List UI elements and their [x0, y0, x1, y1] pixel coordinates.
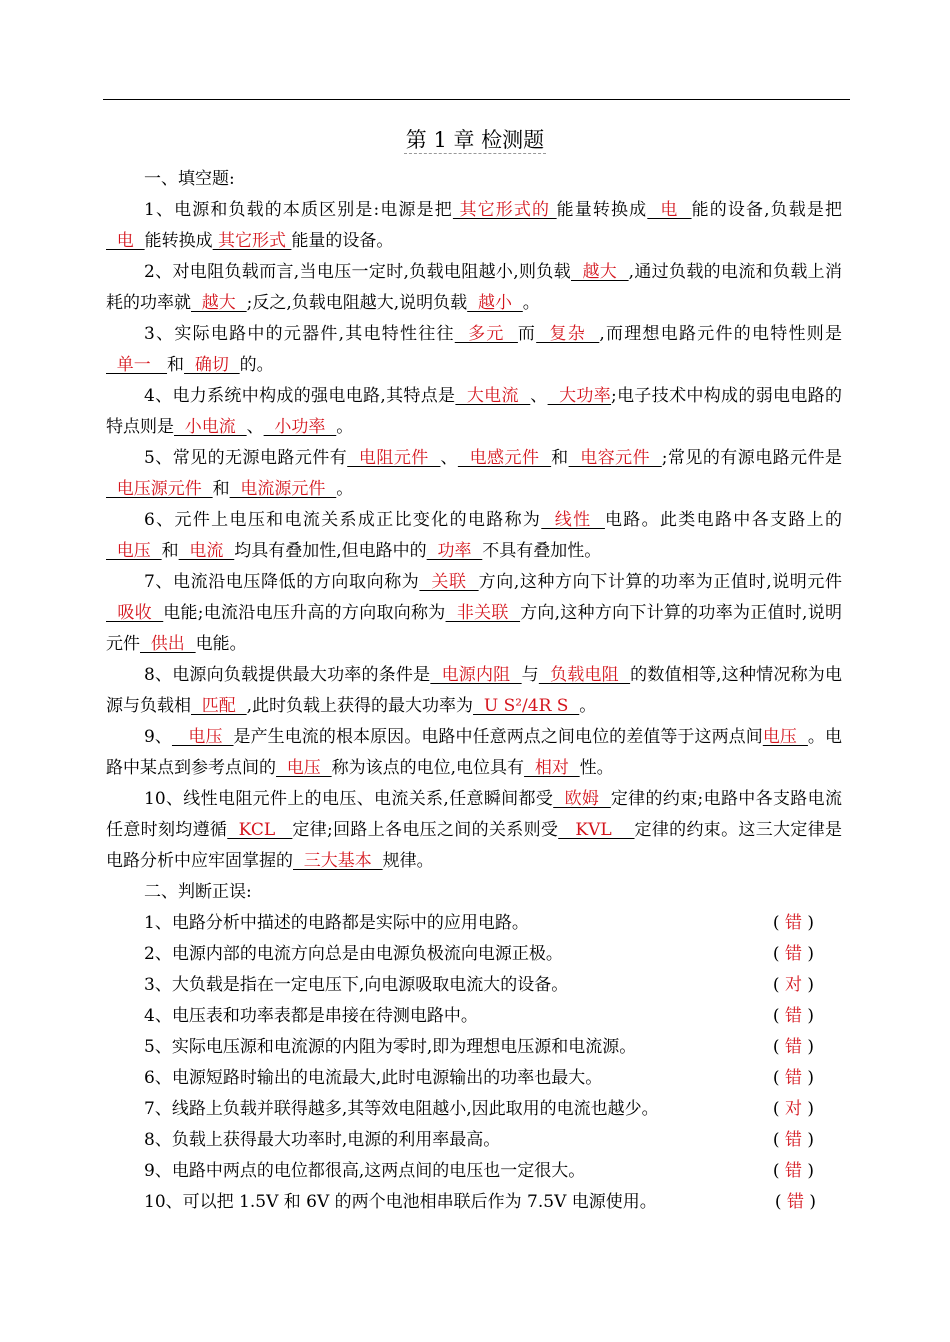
fill-item: 3、实际电路中的元器件,其电特性往往 多元 而 复杂 ,而理想电路元件的电特性则是 单一 和 确切 的。 — [106, 324, 842, 375]
answer-blank: 电流 — [178, 541, 235, 561]
judge-statement: 9、电路中两点的电位都很高,这两点间的电压也一定很大。 — [144, 1161, 586, 1181]
answer-blank: 功率 — [426, 541, 483, 561]
judge-answer: ( 错 ) — [772, 944, 814, 964]
judge-statement: 7、线路上负载并联得越多,其等效电阻越小,因此取用的电流也越少。 — [144, 1099, 659, 1119]
judge-statement: 4、电压表和功率表都是串接在待测电路中。 — [144, 1006, 478, 1026]
answer-blank: 电压 — [171, 727, 234, 747]
answer-blank: U S²/4R S — [473, 696, 580, 716]
answer-blank: 单一 — [106, 355, 168, 375]
judge-item — [106, 939, 842, 970]
answer-blank: 电压 — [276, 758, 332, 778]
answer-blank: 电 — [647, 200, 692, 220]
judge-answer: ( 对 ) — [772, 1099, 814, 1119]
judge-item — [106, 1156, 842, 1187]
section-heading-fill: 一、填空题: — [144, 169, 235, 189]
answer-blank: 大功率 — [547, 386, 612, 406]
answer-blank: 大电流 — [455, 386, 531, 406]
fill-item: 9、 电压 是产生电流的根本原因。电路中任意两点之间电位的差值等于这两点间电压 。电路中某点到参考点间的 电压 称为该点的电位,电位具有 相对 性。 — [106, 727, 842, 778]
answer-blank: 欧姆 — [553, 789, 611, 809]
answer-blank: 关联 — [419, 572, 479, 592]
answer-blank: KVL — [558, 820, 635, 840]
fill-item: 5、常见的无源电路元件有 电阻元件 、 电感元件 和 电容元件 ;常见的有源电路元件是 电压源元件 和 电流源元件 。 — [106, 448, 843, 499]
answer-blank: 确切 — [184, 355, 240, 375]
answer-blank: 相对 — [524, 758, 580, 778]
answer-blank: 供出 — [140, 634, 196, 654]
judge-item — [106, 1001, 842, 1032]
fill-item: 7、电流沿电压降低的方向取向称为 关联 方向,这种方向下计算的功率为正值时,说明元件 吸收 电能;电流沿电压升高的方向取向称为 非关联 方向,这种方向下计算的功率为正值时,说明元件 供出 电能。 — [106, 572, 842, 654]
answer-blank: 越小 — [467, 293, 523, 313]
fill-item: 4、电力系统中构成的强电电路,其特点是 大电流 、 大功率;电子技术中构成的弱电电路的特点则是 小电流 、 小功率 。 — [106, 386, 842, 437]
judge-answer: ( 错 ) — [774, 1192, 816, 1212]
judge-statement: 3、大负载是指在一定电压下,向电源吸取电流大的设备。 — [144, 975, 569, 995]
judge-statement: 8、负载上获得最大功率时,电源的利用率最高。 — [144, 1130, 501, 1150]
judge-answer: ( 错 ) — [772, 1037, 814, 1057]
judge-answer: ( 对 ) — [772, 975, 814, 995]
page-title: 第 1 章 检测题 — [405, 128, 545, 152]
judge-item — [106, 1187, 842, 1218]
answer-blank: 电感元件 — [457, 448, 552, 468]
answer-blank: 吸收 — [106, 603, 164, 623]
answer-blank: 线性 — [541, 510, 605, 530]
judge-statement: 5、实际电压源和电流源的内阻为零时,即为理想电压源和电流源。 — [144, 1037, 637, 1057]
judge-statement: 10、可以把 1.5V 和 6V 的两个电池相串联后作为 7.5V 电源使用。 — [144, 1192, 657, 1212]
judge-answer: ( 错 ) — [772, 1161, 814, 1181]
judge-answer: ( 错 ) — [772, 1068, 814, 1088]
answer-blank: 三大基本 — [293, 851, 383, 871]
answer-blank: 匹配 — [191, 696, 247, 716]
fill-item: 2、对电阻负载而言,当电压一定时,负载电阻越小,则负载 越大 ,通过负载的电流和负载上消耗的功率就 越大 ;反之,负载电阻越大,说明负载 越小 。 — [106, 262, 842, 313]
judge-item — [106, 1094, 842, 1125]
answer-blank: 其它形式 — [212, 231, 292, 251]
judge-item — [106, 908, 842, 939]
answer-blank: 电压 — [762, 727, 808, 747]
answer-blank: 电源内阻 — [430, 665, 522, 685]
answer-blank: 越大 — [571, 262, 629, 282]
judge-statement: 1、电路分析中描述的电路都是实际中的应用电路。 — [144, 913, 529, 933]
answer-blank: 复杂 — [536, 324, 600, 344]
answer-blank: 电 — [106, 231, 145, 251]
answer-blank: 其它形式的 — [452, 200, 557, 220]
answer-blank: 非关联 — [445, 603, 521, 623]
judge-item — [106, 1032, 842, 1063]
judge-answer: ( 错 ) — [772, 913, 814, 933]
judge-statement: 6、电源短路时输出的电流最大,此时电源输出的功率也最大。 — [144, 1068, 603, 1088]
answer-blank: 负载电阻 — [538, 665, 631, 685]
judge-item — [106, 1125, 842, 1156]
answer-blank: 电容元件 — [568, 448, 662, 468]
judge-answer: ( 错 ) — [772, 1130, 814, 1150]
fill-item: 1、电源和负载的本质区别是:电源是把 其它形式的 能量转换成 电 能的设备,负载是把 电 能转换成 其它形式 能量的设备。 — [106, 200, 843, 251]
answer-blank: 小电流 — [174, 417, 247, 437]
answer-blank: 电流源元件 — [229, 479, 337, 499]
answer-blank: 电阻元件 — [347, 448, 441, 468]
judge-item — [106, 1063, 842, 1094]
fill-item: 8、电源向负载提供最大功率的条件是 电源内阻 与 负载电阻 的数值相等,这种情况称为电源与负载相 匹配 ,此时负载上获得的最大功率为 U S²/4R S 。 — [106, 665, 843, 716]
judge-answer: ( 错 ) — [772, 1006, 814, 1026]
header-rule — [103, 99, 850, 100]
answer-blank: KCL — [227, 820, 293, 840]
judge-item — [106, 970, 842, 1001]
answer-blank: 电压 — [106, 541, 162, 561]
document-body — [106, 164, 842, 1218]
answer-blank: 多元 — [454, 324, 518, 344]
judge-statement: 2、电源内部的电流方向总是由电源负极流向电源正极。 — [144, 944, 563, 964]
answer-blank: 小功率 — [263, 417, 337, 437]
section-heading-judge: 二、判断正误: — [144, 882, 252, 902]
answer-blank: 电压源元件 — [106, 479, 213, 499]
answer-blank: 越大 — [191, 293, 247, 313]
fill-item: 6、元件上电压和电流关系成正比变化的电路称为 线性 电路。此类电路中各支路上的 电压 和 电流 均具有叠加性,但电路中的 功率 不具有叠加性。 — [106, 510, 843, 561]
fill-item: 10、线性电阻元件上的电压、电流关系,任意瞬间都受 欧姆 定律的约束;电路中各支路电流任意时刻均遵循 KCL 定律;回路上各电压之间的关系则受 KVL 定律的约束。这三大定律是电路分析中应牢固掌握的 三大基本 规律。 — [106, 789, 843, 871]
